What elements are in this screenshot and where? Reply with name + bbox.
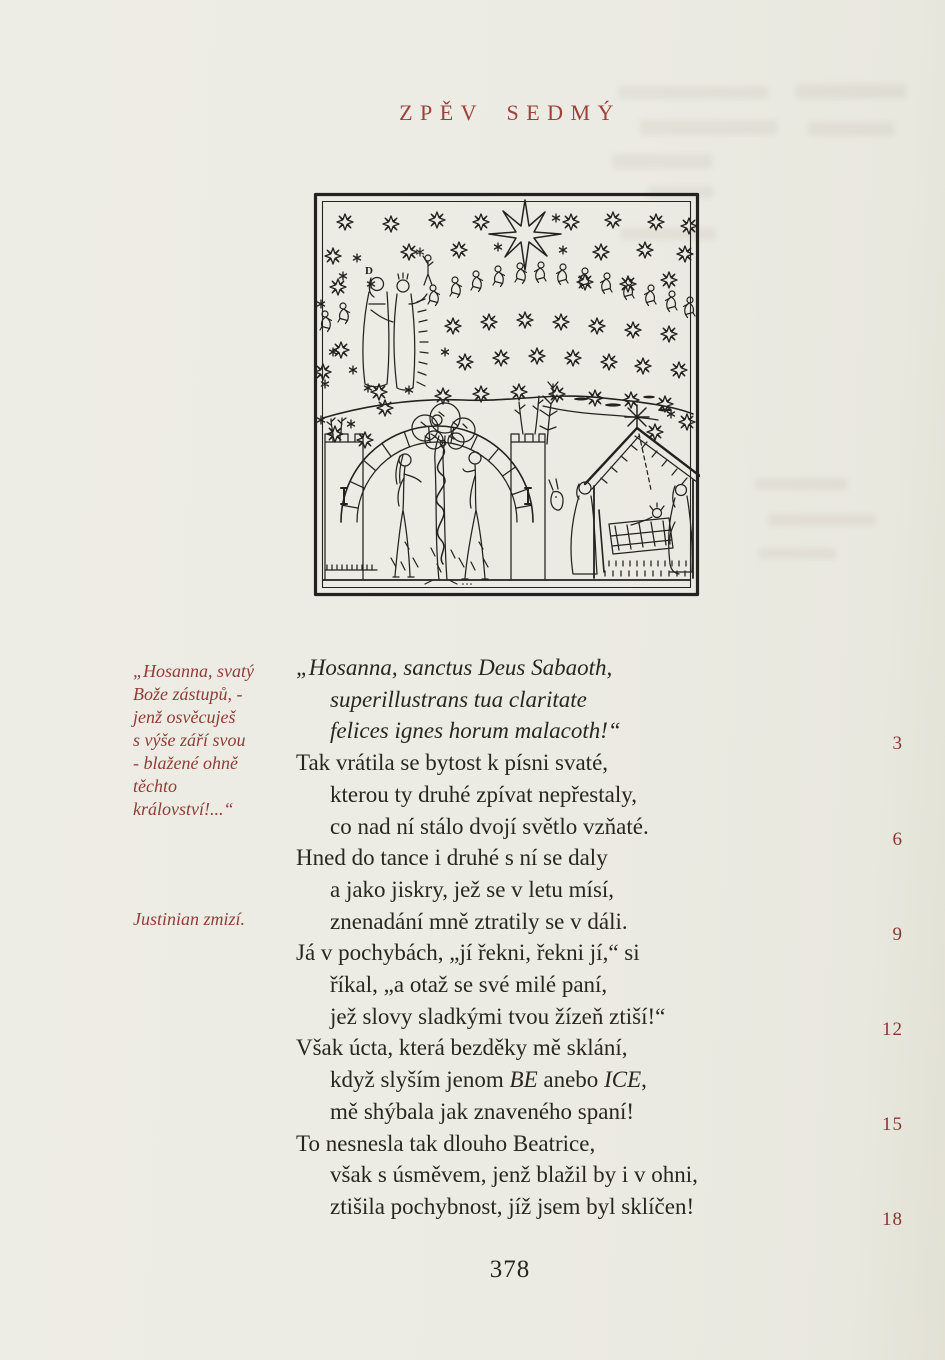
- poem-lines: [296, 652, 776, 1223]
- margin-note-line: jenž osvěcuješ: [133, 707, 236, 727]
- verse-line: To nesnesla tak dlouho Beatrice,: [296, 1130, 596, 1156]
- verse-line: a jako jiskry, jež se v letu mísí,: [330, 876, 615, 902]
- verse-line: „Hosanna, sanctus Deus Sabaoth,: [296, 655, 613, 680]
- margin-note-line: těchto: [133, 776, 177, 796]
- verse-line: však s úsměvem, jenž blažil by i v ohni,: [330, 1162, 698, 1188]
- verse-line: Já v pochybách, „jí řekni, řekni jí,“ si: [296, 940, 640, 966]
- verse-number: 9: [892, 923, 903, 945]
- dante-beatrice-figures: [363, 273, 428, 390]
- margin-note-line: Justinian zmizí.: [133, 909, 246, 929]
- margin-note-line: s výše září svou: [133, 730, 246, 750]
- verse-number: 6: [892, 828, 903, 850]
- verse-line: felices ignes horum malacoth!“: [330, 718, 621, 744]
- verse-line: Hned do tance i druhé s ní se daly: [296, 845, 608, 871]
- chapter-title: ZPĚV SEDMÝ: [399, 100, 621, 125]
- verse-line: co nad ní stálo dvojí světlo vzňaté.: [330, 813, 649, 839]
- nativity-scene: [549, 405, 700, 578]
- middle-tree: [540, 395, 557, 444]
- large-star: [489, 200, 561, 270]
- verse-line: Však úcta, která bezděky mě sklání,: [296, 1035, 628, 1061]
- verse-numbers: [855, 652, 903, 1272]
- verse-number: 12: [882, 1018, 903, 1040]
- margin-note-line: „Hosanna, svatý: [133, 661, 254, 681]
- kneeling-souls: [320, 248, 695, 332]
- page-number: 378: [489, 1256, 531, 1283]
- verse-line: Tak vrátila se bytost k písni svaté,: [296, 750, 609, 776]
- verse-line: říkal, „a otaž se své milé paní,: [330, 972, 608, 998]
- sky-stars: [315, 212, 697, 448]
- verse-line: superillustrans tua claritate: [330, 686, 587, 712]
- margin-note-hosanna: [133, 660, 254, 821]
- eden-gate-scene: [325, 396, 545, 585]
- verse-line: jež slovy sladkými tvou žízeň ztiší!“: [330, 1003, 666, 1029]
- verse-number: 3: [892, 733, 903, 755]
- margin-note-line: království!...“: [133, 799, 234, 819]
- margin-note-justinian: [133, 908, 245, 931]
- verse-line: mě shýbala jak znaveného spaní!: [330, 1098, 634, 1124]
- verse-line: když slyším jenom BE anebo ICE,: [330, 1067, 647, 1093]
- woodcut-illustration: [313, 192, 700, 597]
- verse-number: 18: [882, 1208, 903, 1230]
- verse-line: znenadání mně ztratily se v dáli.: [330, 908, 628, 934]
- woodcut-letter-d: D: [365, 265, 373, 277]
- verse-number: 15: [882, 1113, 903, 1135]
- verse-line: ztišila pochybnost, jíž jsem byl sklíčen!: [330, 1193, 695, 1219]
- margin-note-line: Bože zástupů, -: [133, 684, 243, 704]
- margin-note-line: - blažené ohně: [133, 753, 238, 773]
- verse-line: kterou ty druhé zpívat nepřestaly,: [330, 781, 637, 807]
